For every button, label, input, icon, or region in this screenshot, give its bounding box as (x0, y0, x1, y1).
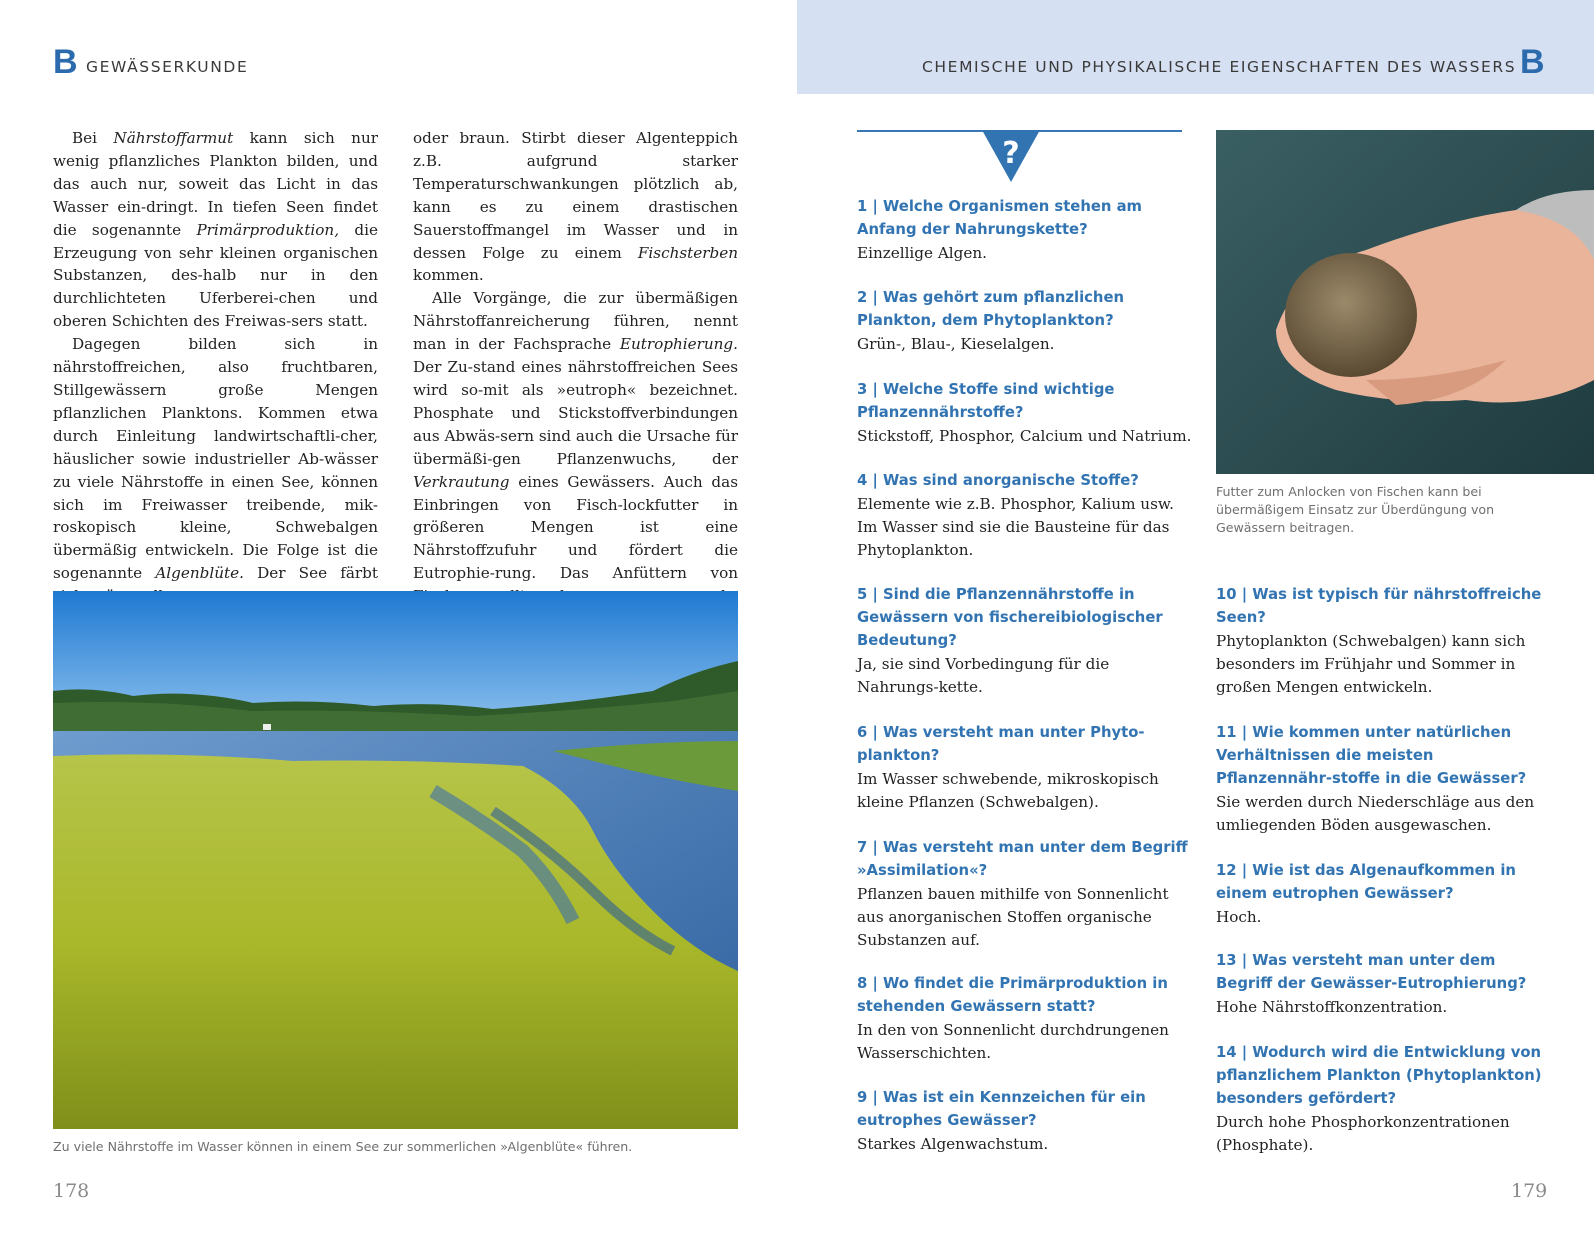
page-number-left: 178 (53, 1180, 90, 1202)
qa-item-1 (857, 196, 1192, 265)
question: 1 | Welche Organismen stehen am Anfang der Nahrungskette? (857, 198, 1142, 238)
qa-item-11 (1216, 722, 1551, 837)
qa-item-8 (857, 973, 1192, 1065)
section-letter-left: B (53, 43, 78, 81)
answer: Im Wasser schwebende, mikroskopisch kleine Pflanzen (Schwebalgen). (857, 769, 1159, 811)
question: 4 | Was sind anorganische Stoffe? (857, 472, 1139, 489)
answer: Ja, sie sind Vorbedingung für die Nahrungs-kette. (857, 654, 1110, 696)
question: 11 | Wie kommen unter natürlichen Verhältnissen die meisten Pflanzennähr-stoffe in die Gewässer? (1216, 724, 1527, 787)
page-number-right: 179 (1511, 1180, 1548, 1202)
paragraph: Bei Nährstoffarmut kann sich nur wenig pflanzliches Plankton bilden, und das auch nur, soweit das Licht in das Wasser ein-dringt. In tiefen Seen findet die sogenannte Primärproduktion, die Erzeugung von sehr kleinen organischen Substanzen, des-halb nur in den durchlichteten Uferberei-chen und oberen Schichten des Freiwas-sers statt. (53, 129, 378, 331)
section-letter-right: B (1520, 43, 1545, 81)
answer: Hohe Nährstoffkonzentration. (1216, 997, 1448, 1016)
answer: Sie werden durch Niederschläge aus den umliegenden Böden ausgewaschen. (1216, 792, 1535, 834)
body-column-2 (413, 127, 738, 631)
svg-text:?: ? (1002, 136, 1020, 171)
qa-item-7 (857, 837, 1192, 952)
question: 3 | Welche Stoffe sind wichtige Pflanzennährstoffe? (857, 381, 1115, 421)
qa-item-12 (1216, 860, 1551, 929)
paragraph: Dagegen bilden sich in nährstoffreichen, also fruchtbaren, Stillgewässern große Mengen pflanzlichen Planktons. Kommen etwa durch Einleitung landwirtschaftli-cher, häuslicher sowie industrieller Ab-wässer zu viele Nährstoffe in einen See, können sich im Freiwasser treibende, mik-roskopisch kleine, Schwebalgen übermäßig entwickeln. Die Folge ist die sogenannte Algenblüte. Der See färbt (53, 335, 378, 583)
qa-item-6 (857, 722, 1192, 814)
answer: Elemente wie z.B. Phosphor, Kalium usw. Im Wasser sind sie die Bausteine für das Phytoplankton. (857, 494, 1174, 559)
body-column-1 (53, 127, 378, 608)
answer: Pflanzen bauen mithilfe von Sonnenlicht aus anorganischen Stoffen organische Substanzen auf. (857, 884, 1169, 949)
qa-item-5 (857, 584, 1192, 699)
question: 7 | Was versteht man unter dem Begriff »Assimilation«? (857, 839, 1188, 879)
qa-item-4 (857, 470, 1192, 562)
answer: Starkes Algenwachstum. (857, 1134, 1049, 1153)
answer: Durch hohe Phosphorkonzentrationen (Phosphate). (1216, 1112, 1510, 1154)
qa-item-13 (1216, 950, 1551, 1019)
answer: Stickstoff, Phosphor, Calcium und Natrium. (857, 426, 1192, 445)
answer: Grün-, Blau-, Kieselalgen. (857, 334, 1055, 353)
qa-item-9 (857, 1087, 1192, 1156)
left-photo-caption: Zu viele Nährstoffe im Wasser können in einem See zur sommerlichen »Algenblüte« führen. (53, 1139, 633, 1154)
paragraph: Alle Vorgänge, die zur übermäßigen Nährstoffanreicherung führen, nennt man in der Fachsprache Eutrophierung. Der Zu-stand eines nährstoffreichen Sees wird so-mit als »eutroph« bezeichnet. Phosphate und Stickstoffverbindungen aus Abwäs-sern sind auch die Ursache für übermäßi-gen Pflanzenwuchs, der Verkrautung eines Gewässers. Auch das Einbringen von Fisch-lockfutter in größeren Mengen ist eine Nährstoffzufuhr und fördert die Eutrophie-rung. Das Anfüttern von (413, 289, 738, 583)
qa-item-3 (857, 379, 1192, 448)
right-header-band (797, 0, 1594, 94)
question: 2 | Was gehört zum pflanzlichen Plankton, dem Phytoplankton? (857, 289, 1125, 329)
answer: Phytoplankton (Schwebalgen) kann sich besonders im Frühjahr und Sommer in großen Mengen entwickeln. (1216, 631, 1526, 696)
question: 9 | Was ist ein Kennzeichen für ein eutrophes Gewässer? (857, 1089, 1146, 1129)
answer: In den von Sonnenlicht durchdrungenen Wasserschichten. (857, 1020, 1169, 1062)
question-mark-icon (982, 130, 1040, 182)
question: 6 | Was versteht man unter Phyto-plankton? (857, 724, 1145, 764)
qa-item-14 (1216, 1042, 1551, 1157)
qa-item-10 (1216, 584, 1551, 699)
question: 5 | Sind die Pflanzennährstoffe in Gewässern von fischereibiologischer Bedeutung? (857, 586, 1163, 649)
running-head-left: GEWÄSSERKUNDE (86, 58, 249, 76)
answer: Einzellige Algen. (857, 243, 987, 262)
paragraph: oder braun. Stirbt dieser Algenteppich z.B. aufgrund starker Temperaturschwankungen plötzlich ab, kann es zu einem drastischen Sauerstoffmangel im Wasser und in dessen Folge zu einem Fischsterben kommen. (413, 129, 738, 285)
question: 14 | Wodurch wird die Entwicklung von pflanzlichem Plankton (Phytoplankton) besonders gefördert? (1216, 1044, 1542, 1107)
running-head-right: CHEMISCHE UND PHYSIKALISCHE EIGENSCHAFTEN DES WASSERS (922, 58, 1517, 76)
question: 10 | Was ist typisch für nährstoffreiche Seen? (1216, 586, 1542, 626)
question: 13 | Was versteht man unter dem Begriff der Gewässer-Eutrophierung? (1216, 952, 1527, 992)
qa-item-2 (857, 287, 1192, 356)
algae-bloom-lake-photo (53, 591, 738, 1129)
question: 12 | Wie ist das Algenaufkommen in einem eutrophen Gewässer? (1216, 862, 1516, 902)
answer: Hoch. (1216, 907, 1262, 926)
question: 8 | Wo findet die Primärproduktion in stehenden Gewässern statt? (857, 975, 1168, 1015)
groundbait-hand-photo (1216, 130, 1594, 474)
right-photo-caption: Futter zum Anlocken von Fischen kann bei übermäßigem Einsatz zur Überdüngung von Gewässern beitragen. (1216, 484, 1495, 535)
